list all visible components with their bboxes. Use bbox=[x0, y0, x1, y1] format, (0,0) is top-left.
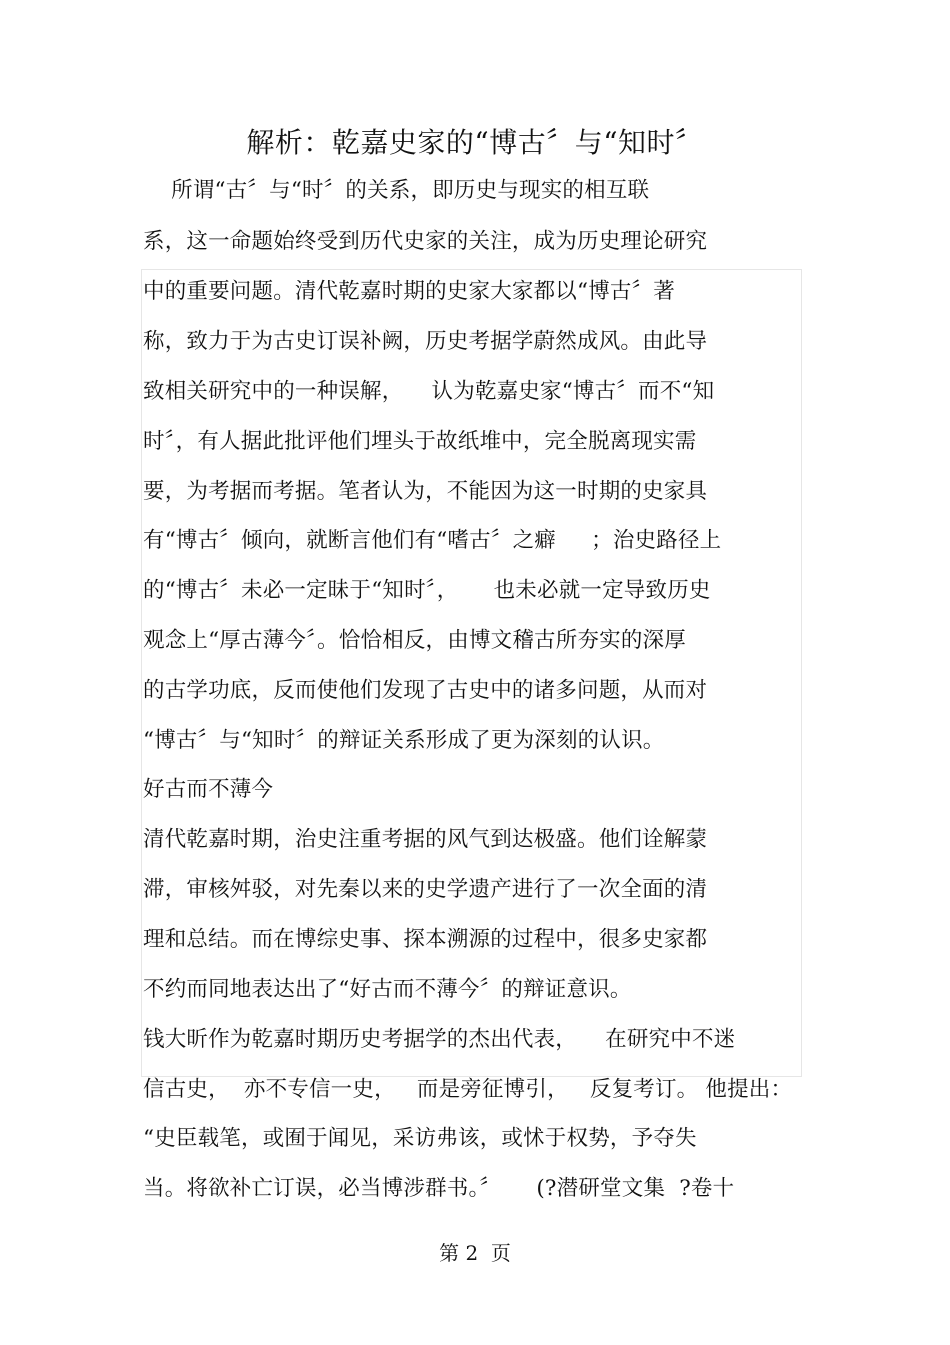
text-line: 的古学功底，反而使他们发现了古史中的诸多问题，从而对 bbox=[143, 678, 708, 703]
document-title: 解析：乾嘉史家的“博古〞与“知时〞 bbox=[246, 126, 704, 159]
page-number: 第 2 页 bbox=[439, 1241, 511, 1265]
text-line: 清代乾嘉时期，治史注重考据的风气到达极盛。他们诠解蒙 bbox=[143, 827, 708, 852]
text-line: 观念上“厚古薄今〞。恰恰相反，由博文稽古所夯实的深厚 bbox=[143, 628, 686, 653]
text-line: 有“博古〞倾向，就断言他们有“嗜古〞之癖 ；治史路径上 bbox=[143, 528, 722, 553]
text-line: “史臣载笔，或囿于闻见，采访弗该，或怵于权势，予夺失 bbox=[143, 1126, 697, 1151]
text-line: 所谓“古〞与“时〞的关系，即历史与现实的相互联 bbox=[143, 178, 650, 203]
text-line: 信古史， 亦不专信一史， 而是旁征博引， 反复考订。 他提出： bbox=[143, 1077, 793, 1102]
text-line: 的“博古〞未必一定昧于“知时〞， 也未必就一定导致历史 bbox=[143, 578, 711, 603]
text-line: 时〞，有人据此批评他们埋头于故纸堆中，完全脱离现实需 bbox=[143, 429, 697, 454]
text-line: 称，致力于为古史订误补阙，历史考据学蔚然成风。由此导 bbox=[143, 329, 708, 354]
text-line: 钱大昕作为乾嘉时期历史考据学的杰出代表， 在研究中不迷 bbox=[143, 1027, 736, 1052]
text-line: 致相关研究中的一种误解， 认为乾嘉史家“博古〞而不“知 bbox=[143, 379, 715, 404]
text-line: 不约而同地表达出了“好古而不薄今〞的辩证意识。 bbox=[143, 977, 632, 1002]
text-line: 理和总结。而在博综史事、探本溯源的过程中，很多史家都 bbox=[143, 927, 708, 952]
text-line: 滞，审核舛驳，对先秦以来的史学遗产进行了一次全面的清 bbox=[143, 877, 708, 902]
text-line: 当。将欲补亡订误，必当博涉群书。〞 (?潜研堂文集 ?卷十 bbox=[143, 1176, 735, 1201]
text-line: 要，为考据而考据。笔者认为，不能因为这一时期的史家具 bbox=[143, 479, 708, 504]
text-line: “博古〞与“知时〞的辩证关系形成了更为深刻的认识。 bbox=[143, 728, 665, 753]
text-line: 系，这一命题始终受到历代史家的关注，成为历史理论研究 bbox=[143, 229, 708, 254]
text-line: 中的重要问题。清代乾嘉时期的史家大家都以“博古〞著 bbox=[143, 279, 675, 304]
section-heading: 好古而不薄今 bbox=[143, 777, 274, 802]
